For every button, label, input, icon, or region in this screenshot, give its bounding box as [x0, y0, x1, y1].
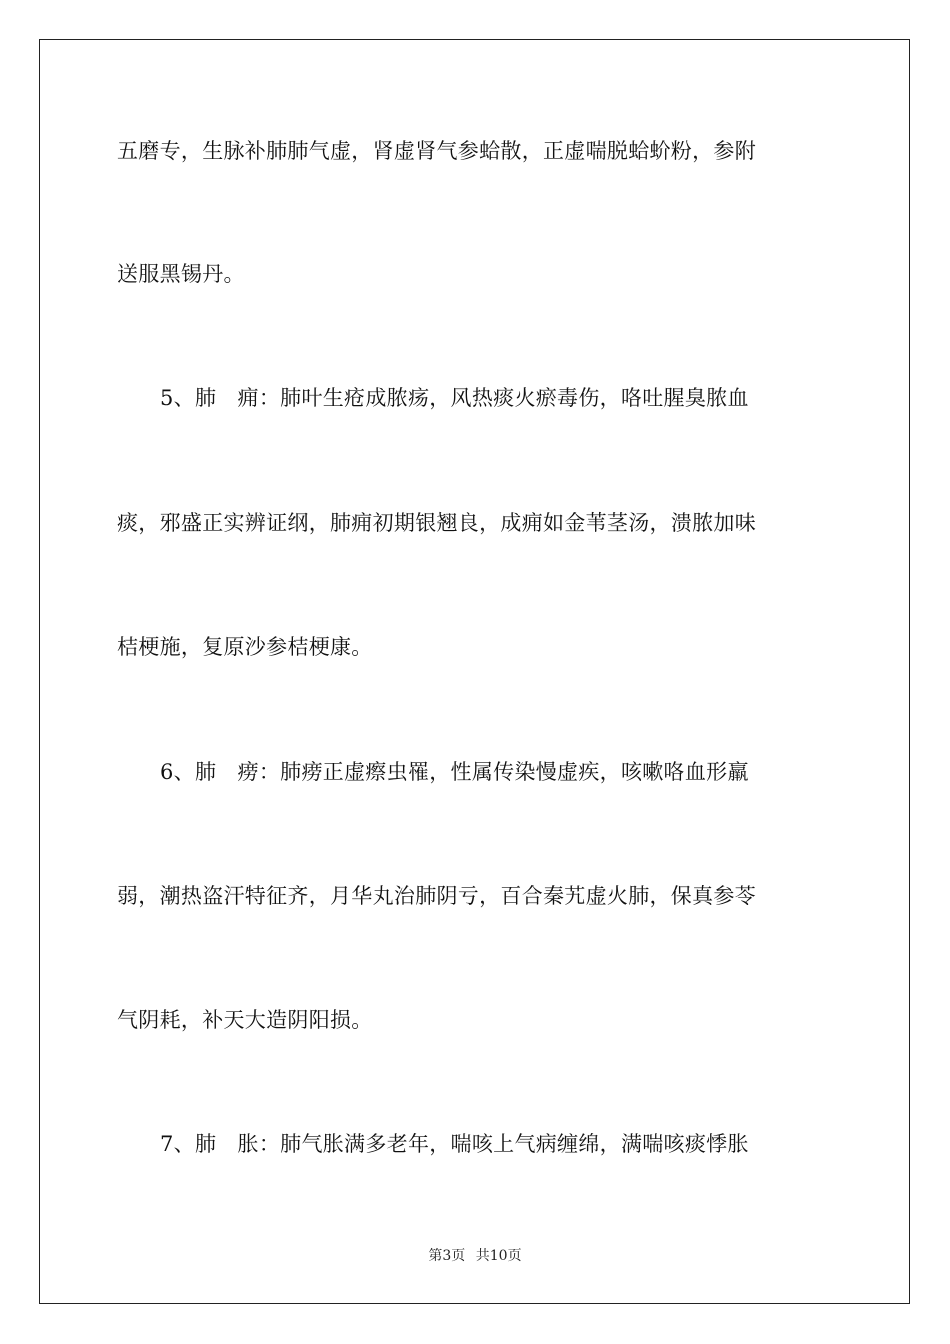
- text-line-7: 弱，潮热盗汗特征齐，月华丸治肺阴亏，百合秦艽虚火肺，保真参苓: [117, 884, 756, 908]
- text-line-1: 五磨专，生脉补肺肺气虚，肾虚肾气参蛤散，正虚喘脱蛤蚧粉，参附: [117, 139, 756, 163]
- section-6-heading-line: 6、肺 痨：肺痨正虚瘵虫罹，性属传染慢虚疾，咳嗽咯血形羸: [160, 760, 749, 784]
- page-total: 共10页: [475, 1248, 522, 1264]
- page-border: [39, 39, 910, 1304]
- text-line-8: 气阴耗，补天大造阴阳损。: [117, 1008, 373, 1032]
- page-number: 第3页: [428, 1248, 466, 1264]
- text-line-2: 送服黑锡丹。: [117, 262, 245, 286]
- text-line-4: 痰，邪盛正实辨证纲，肺痈初期银翘良，成痈如金苇茎汤，溃脓加味: [117, 511, 756, 535]
- text-line-5: 桔梗施，复原沙参桔梗康。: [117, 635, 373, 659]
- page-footer: [0, 1247, 950, 1265]
- section-7-heading-line: 7、肺 胀：肺气胀满多老年，喘咳上气病缠绵，满喘咳痰悸胀: [160, 1132, 749, 1156]
- section-5-heading-line: 5、肺 痈：肺叶生疮成脓疡，风热痰火瘀毒伤，咯吐腥臭脓血: [160, 386, 749, 410]
